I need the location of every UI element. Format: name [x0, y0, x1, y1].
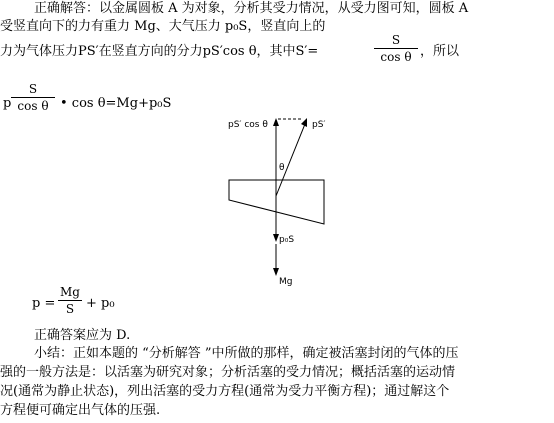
- label-mg: Mg: [279, 277, 293, 287]
- equation-2-lhs: p =: [32, 296, 56, 311]
- summary-line-1: 小结：正如本题的 “分析解答 ”中所做的那样，确定被活塞封闭的气体的压: [34, 346, 459, 361]
- answer-line: 正确答案应为 D.: [34, 328, 131, 343]
- force-ps-line: [276, 124, 305, 196]
- paragraph-line-3-suffix: ，所以: [420, 44, 460, 59]
- fraction-denominator: S: [65, 302, 75, 316]
- fraction-numerator: S: [28, 82, 38, 96]
- summary-line-2: 强的一般方法是：以活塞为研究对象；分析活塞的受力情况；概括活塞的运动情: [0, 365, 456, 380]
- force-mg-arrowhead: [273, 268, 279, 276]
- label-p0s: p₀S: [279, 235, 295, 245]
- fraction-numerator: S: [391, 33, 401, 47]
- equation-1-p: p: [3, 96, 12, 111]
- equation-2-rest: + p₀: [86, 296, 115, 311]
- equation-1-rest: • cos θ=Mg+p₀S: [60, 96, 172, 111]
- summary-line-3: 况(通常为静止状态)，列出活塞的受力方程(通常为受力平衡方程)；通过解这个: [0, 384, 450, 399]
- paragraph-line-2: 受竖直向下的力有重力 Mg、大气压力 p₀S，竖直向上的: [0, 19, 326, 34]
- fraction-denominator: cos θ: [380, 50, 412, 64]
- fraction-denominator: cos θ: [17, 99, 49, 113]
- label-ps-cos: pS′ cos θ: [228, 120, 268, 130]
- paragraph-line-3: 力为气体压力PS′在竖直方向的分力pS′cos θ，其中S′=: [0, 44, 319, 59]
- fraction-bar: [58, 300, 82, 301]
- paragraph-line-1: 正确解答：以金属圆板 A 为对象，分析其受力情况，从受力图可知，圆板 A: [34, 1, 469, 16]
- label-ps: pS′: [312, 120, 326, 130]
- label-theta: θ: [279, 163, 285, 173]
- summary-line-4: 方程便可确定出气体的压强.: [0, 403, 161, 418]
- fraction-numerator: Mg: [60, 285, 80, 299]
- equation-2-fraction: [58, 285, 82, 316]
